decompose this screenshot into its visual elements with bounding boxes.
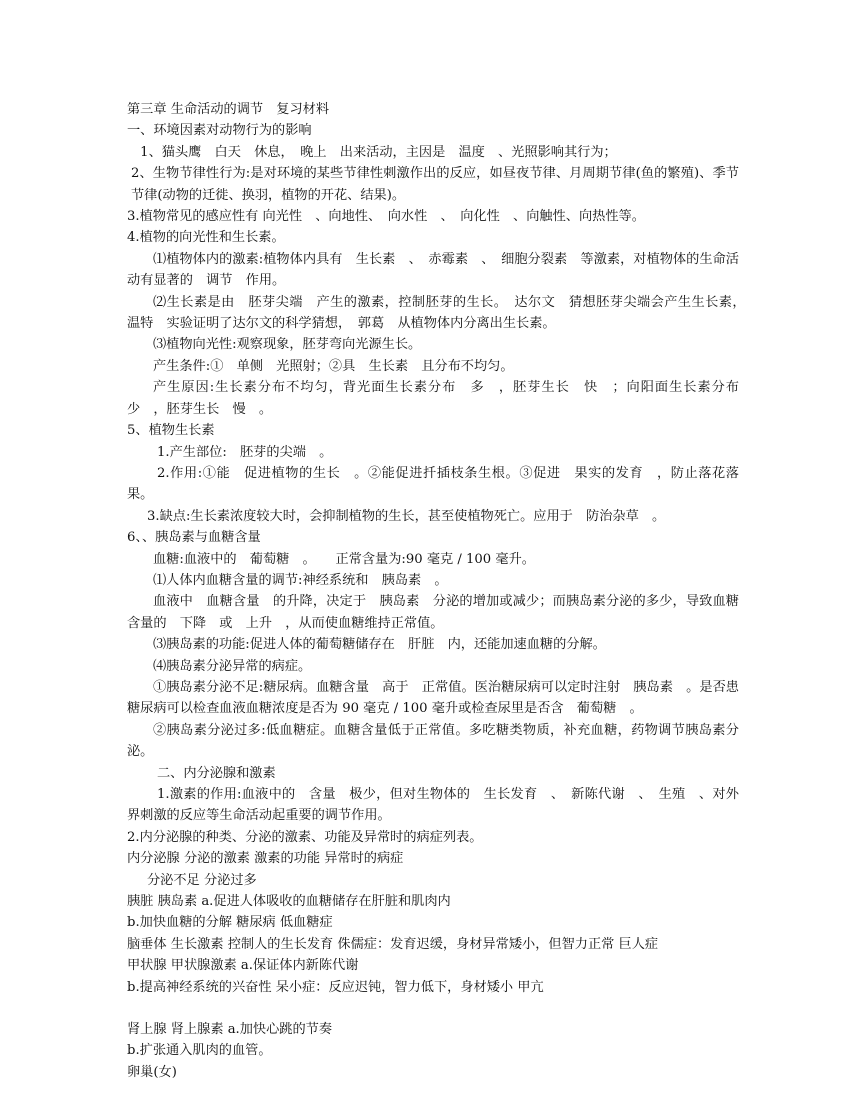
table-row: 卵巢(女): [127, 1064, 177, 1080]
table-row: b.加快血糖的分解 糖尿病 低血糖症: [127, 915, 333, 931]
table-row: b.扩张通入肌肉的血管。: [127, 1043, 272, 1059]
paragraph: 4.植物的向光性和生长素。: [127, 230, 285, 246]
table-row: 肾上腺 肾上腺素 a.加快心跳的节奏: [127, 1022, 333, 1038]
section-heading: 6、、胰岛素与血糖含量: [127, 530, 261, 546]
paragraph: 产生原因:生长素分布不均匀，背光面生长素分布 多 ，胚芽生长 快 ；向阳面生长素分布 少 ，胚芽生长 慢 。: [127, 380, 753, 417]
paragraph: ①胰岛素分泌不足:糖尿病。血糖含量 高于 正常值。医治糖尿病可以定时注射 胰岛素 。是否患糖尿病可以检查血液血糖浓度是否为 90 毫克 / 100 毫升或检查尿里是否含 葡萄糖 。: [127, 679, 739, 717]
paragraph: ⑶胰岛素的功能:促进人体的葡萄糖储存在 肝脏 内，还能加速血糖的分解。: [153, 637, 606, 653]
paragraph: ②胰岛素分泌过多:低血糖症。血糖含量低于正常值。多吃糖类物质，补充血糖，药物调节胰岛素分泌。: [127, 722, 739, 760]
document-page: [127, 99, 753, 1083]
paragraph: 3.植物常见的感应性有 向光性 、向地性、 向水性 、 向化性 、向触性、向热性等。: [127, 209, 645, 225]
paragraph: 2、生物节律性行为:是对环境的某些节律性刺激作出的反应，如昼夜节律、月周期节律(鱼的繁殖)、季节节律(动物的迁徙、换羽，植物的开花、结果)。: [131, 166, 739, 203]
paragraph: ⑵生长素是由 胚芽尖端 产生的激素，控制胚芽的生长。 达尔文 猜想胚芽尖端会产生生长素， 温特 实验证明了达尔文的科学猜想， 郭葛 从植物体内分离出生长素。: [127, 294, 753, 332]
blank-line: [127, 998, 739, 1019]
paragraph: 血液中 血糖含量 的升降，决定于 胰岛素 分泌的增加或减少；而胰岛素分泌的多少，导致血糖含量的 下降 或 上升 ，从而使血糖维持正常值。: [127, 594, 739, 631]
paragraph: ⑷胰岛素分泌异常的病症。: [153, 658, 312, 674]
table-subheader-row: 分泌不足 分泌过多: [147, 872, 257, 888]
section-heading: 5、植物生长素: [127, 423, 215, 439]
paragraph: ⑴植物体内的激素:植物体内具有 生长素 、 赤霉素 、 细胞分裂素 等激素，对植物体的生命活动有显著的 调节 作用。: [127, 251, 739, 289]
paragraph: 3.缺点:生长素浓度较大时，会抑制植物的生长，甚至使植物死亡。应用于 防治杂草 。: [147, 508, 666, 524]
paragraph: 血糖:血液中的 葡萄糖 。 正常含量为:90 毫克 / 100 毫升。: [153, 551, 535, 567]
paragraph: ⑶植物向光性:观察现象，胚芽弯向光源生长。: [153, 337, 422, 353]
table-row: 胰脏 胰岛素 a.促进人体吸收的血糖储存在肝脏和肌肉内: [127, 894, 451, 910]
section-heading: 一、环境因素对动物行为的影响: [127, 123, 312, 139]
paragraph: 1、猫头鹰 白天 休息， 晚上 出来活动，主因是 温度 、光照影响其行为；: [127, 144, 617, 160]
paragraph: ⑴人体内血糖含量的调节:神经系统和 胰岛素 。: [153, 572, 448, 588]
table-row: 甲状腺 甲状腺激素 a.保证体内新陈代谢: [127, 958, 359, 974]
table-row: b.提高神经系统的兴奋性 呆小症：反应迟钝，智力低下，身材矮小 甲亢: [127, 979, 544, 995]
chapter-title: 第三章 生命活动的调节 复习材料: [127, 102, 330, 117]
table-row: 脑垂体 生长激素 控制人的生长发育 侏儒症：发育迟缓，身材异常矮小，但智力正常 巨人症: [127, 936, 659, 952]
paragraph: 1.激素的作用:血液中的 含量 极少，但对生物体的 生长发育 、 新陈代谢 、 生殖 、对外界刺激的反应等生命活动起重要的调节作用。: [127, 787, 739, 824]
paragraph: 产生条件:① 单侧 光照射；②具 生长素 且分布不均匀。: [153, 358, 514, 374]
paragraph: 2.内分泌腺的种类、分泌的激素、功能及异常时的病症列表。: [127, 829, 483, 845]
paragraph: 1.产生部位: 胚芽的尖端 。: [157, 444, 333, 460]
table-header-row: 内分泌腺 分泌的激素 激素的功能 异常时的病症: [127, 851, 404, 867]
section-heading: 二、内分泌腺和激素: [157, 765, 276, 781]
paragraph: 2.作用:①能 促进植物的生长 。②能促进扦插枝条生根。③促进 果实的发育 ，防止落花落果。: [127, 465, 739, 503]
